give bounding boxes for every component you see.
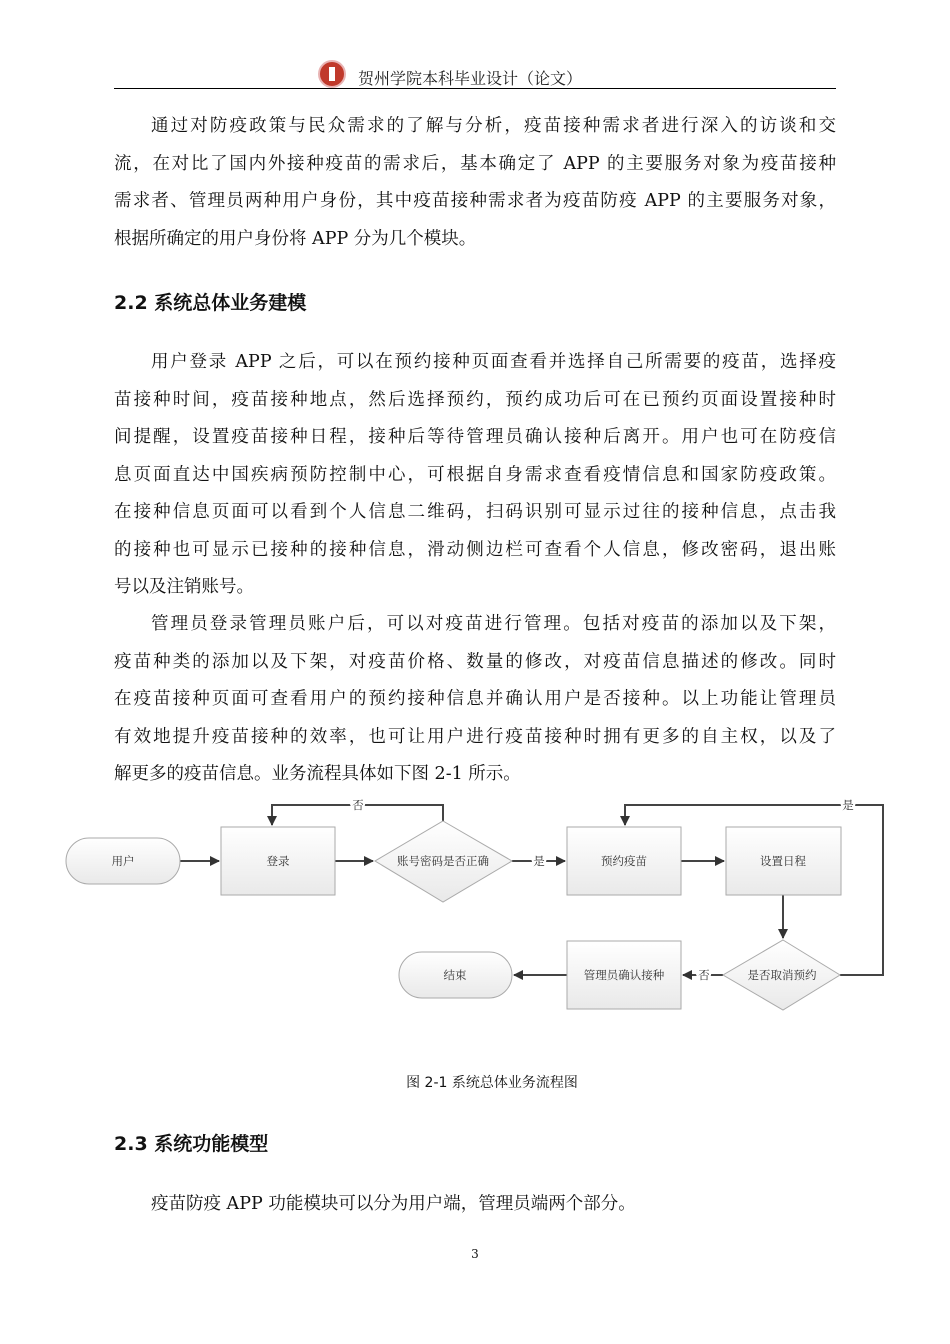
section-heading-2-3: 2.3 系统功能模型	[114, 1133, 269, 1155]
text-line: 流，在对比了国内外接种疫苗的需求后，基本确定了 APP 的主要服务对象为疫苗接种	[114, 153, 836, 174]
label-cancel: 是否取消预约	[747, 968, 817, 982]
text-line: 有效地提升疫苗接种的效率，也可让用户进行疫苗接种时拥有更多的自主权，以及了	[114, 726, 836, 747]
page-number: 3	[471, 1247, 479, 1261]
text-line: 根据所确定的用户身份将 APP 分为几个模块。	[114, 228, 477, 249]
text-line: 用户登录 APP 之后，可以在预约接种页面查看并选择自己所需要的疫苗，选择疫	[151, 352, 836, 372]
label-no-2: 否	[698, 968, 710, 982]
text-line: 间提醒，设置疫苗接种日程，接种后等待管理员确认接种后离开。用户也可在防疫信	[114, 427, 836, 447]
label-no-1: 否	[352, 798, 364, 812]
label-schedule: 设置日程	[760, 854, 806, 868]
text-line: 疫苗种类的添加以及下架，对疫苗价格、数量的修改，对疫苗信息描述的修改。同时	[114, 651, 836, 672]
label-yes-1: 是	[533, 854, 545, 868]
text-line: 息页面直达中国疾病预防控制中心，可根据自身需求查看疫情信息和国家防疫政策。	[114, 464, 836, 485]
text-line: 需求者、管理员两种用户身份，其中疫苗接种需求者为疫苗防疫 APP 的主要服务对象，	[114, 191, 836, 211]
text-line: 在接种信息页面可以看到个人信息二维码，扫码识别可显示过往的接种信息，点击我	[114, 502, 836, 522]
text-line: 疫苗防疫 APP 功能模块可以分为用户端，管理员端两个部分。	[151, 1194, 636, 1214]
paragraph-modules	[114, 1186, 836, 1224]
text-line: 在疫苗接种页面可查看用户的预约接种信息并确认用户是否接种。以上功能让管理员	[114, 689, 836, 709]
figure-caption: 图 2-1 系统总体业务流程图	[406, 1075, 578, 1091]
label-login: 登录	[266, 854, 290, 868]
label-check: 账号密码是否正确	[397, 854, 489, 868]
label-user: 用户	[111, 854, 135, 868]
text-line: 号以及注销账号。	[114, 577, 254, 597]
section-heading-2-2: 2.2 系统总体业务建模	[114, 292, 307, 314]
label-book: 预约疫苗	[601, 854, 647, 868]
text-line: 的接种也可显示已接种的接种信息，滑动侧边栏可查看个人信息，修改密码，退出账	[114, 539, 836, 560]
text-line: 解更多的疫苗信息。业务流程具体如下图 2-1 所示。	[114, 764, 521, 784]
text-line: 通过对防疫政策与民众需求的了解与分析，疫苗接种需求者进行深入的访谈和交	[151, 116, 836, 136]
label-yes-2: 是	[842, 798, 854, 812]
text-line: 苗接种时间，疫苗接种地点，然后选择预约，预约成功后可在已预约页面设置接种时	[114, 389, 836, 410]
text-line: 管理员登录管理员账户后，可以对疫苗进行管理。包括对疫苗的添加以及下架，	[151, 614, 836, 634]
label-confirm: 管理员确认接种	[583, 968, 665, 982]
label-end: 结束	[443, 968, 467, 982]
header-title: 贺州学院本科毕业设计（论文）	[358, 69, 583, 88]
